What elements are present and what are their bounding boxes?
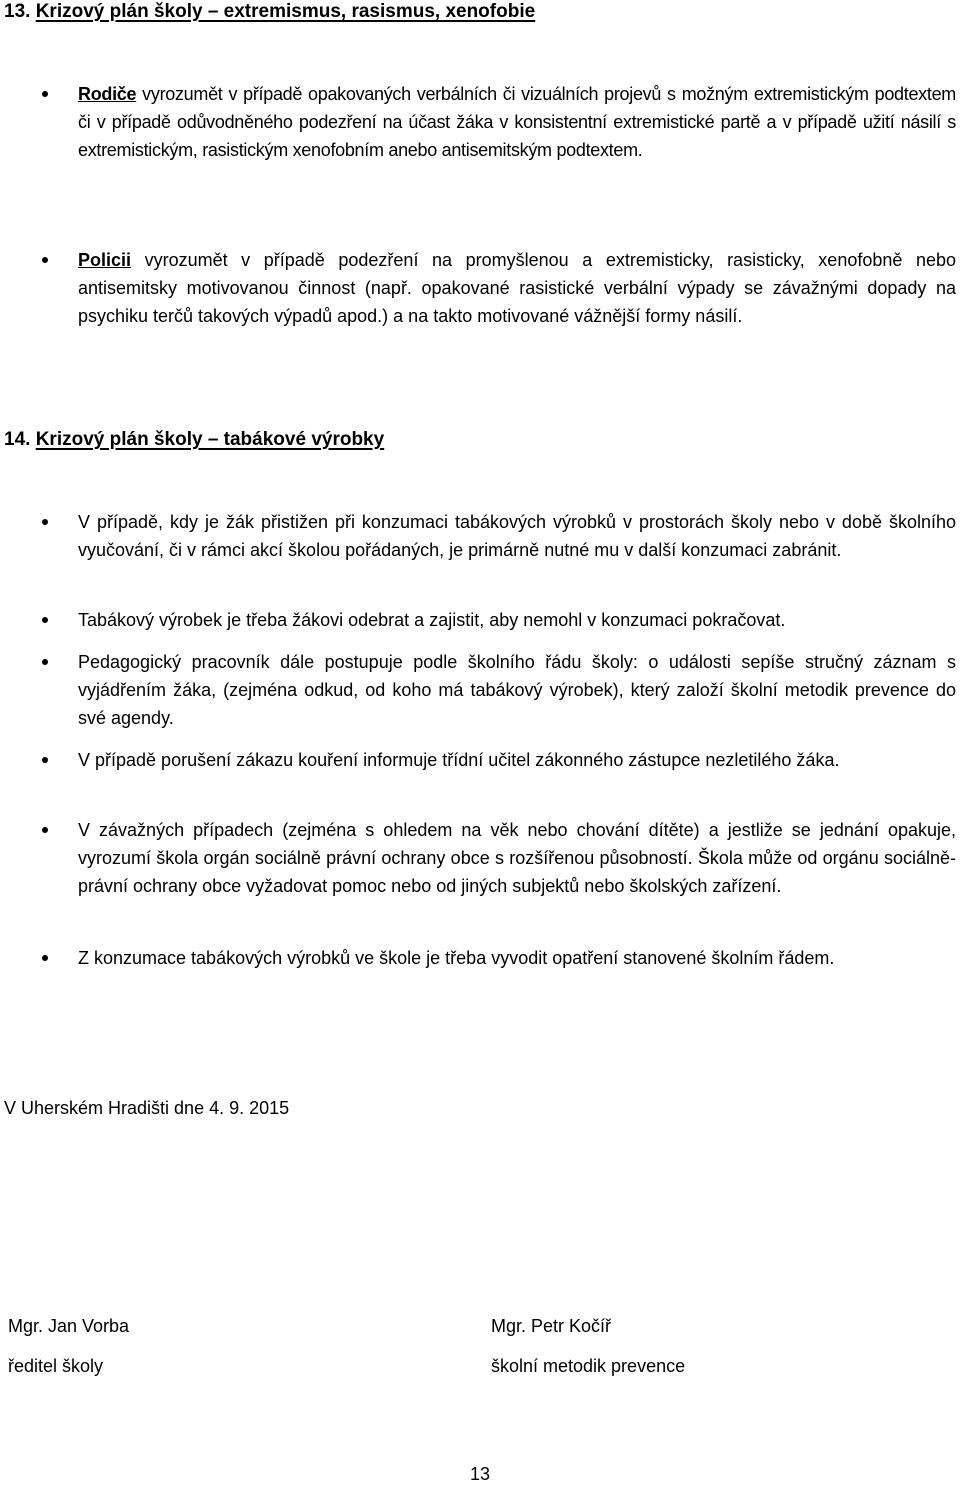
bullet-icon: [42, 617, 48, 623]
section-13-item-police: [78, 246, 956, 330]
item-text: V případě, kdy je žák přistižen při konzumaci tabákových výrobků v prostorách školy nebo v době školního vyučování, či v rámci akcí školou pořádaných, je primárně nutné mu v další konzumaci zabránit.: [78, 512, 956, 560]
bullet-icon: [42, 257, 48, 263]
section-14-item: [78, 816, 956, 900]
place-date: V Uherském Hradišti dne 4. 9. 2015: [4, 1098, 290, 1118]
item-text: Tabákový výrobek je třeba žákovi odebrat a zajistit, aby nemohl v konzumaci pokračovat.: [78, 610, 786, 630]
section-13-number: 13.: [4, 1, 31, 22]
item-text: vyrozumět v případě opakovaných verbálních či vizuálních projevů s možným extremistickým podtextem či v případě odůvodněného podezření na účast žáka v konsistentní extremistické partě a v případě užití násilí s extremistickým, rasistickým xenofobním anebo antisemitským podtextem.: [78, 84, 956, 160]
bullet-icon: [42, 827, 48, 833]
section-14-item: [78, 746, 956, 774]
item-text: V případě porušení zákazu kouření informuje třídní učitel zákonného zástupce nezletilého žáka.: [78, 750, 840, 770]
section-14-item: [78, 944, 956, 972]
section-13-title: Krizový plán školy – extremismus, rasismus, xenofobie: [35, 1, 536, 22]
section-14-item: [78, 606, 956, 634]
page-number: 13: [469, 1464, 491, 1484]
section-13-item-parents: [78, 80, 956, 164]
signature-role: školní metodik prevence: [491, 1356, 686, 1376]
bullet-icon: [42, 519, 48, 525]
bullet-icon: [42, 757, 48, 763]
signature-name: Mgr. Jan Vorba: [8, 1316, 130, 1336]
section-13-heading: [4, 0, 535, 24]
item-lead: Rodiče: [78, 84, 137, 104]
section-14-title: Krizový plán školy – tabákové výrobky: [35, 429, 385, 450]
bullet-icon: [42, 91, 48, 97]
section-14-heading: [4, 428, 384, 452]
bullet-icon: [42, 659, 48, 665]
item-text: Pedagogický pracovník dále postupuje podle školního řádu školy: o události sepíše stručný záznam s vyjádřením žáka, (zejména odkud, od koho má tabákový výrobek), který založí školní metodik prevence do své agendy.: [78, 652, 956, 728]
section-14-number: 14.: [4, 429, 31, 450]
section-14-item: [78, 648, 956, 732]
signature-role: ředitel školy: [8, 1356, 104, 1376]
item-lead: Policii: [78, 250, 132, 270]
item-text: Z konzumace tabákových výrobků ve škole je třeba vyvodit opatření stanovené školním řádem.: [78, 948, 835, 968]
section-14-item: [78, 508, 956, 564]
signature-name: Mgr. Petr Kočíř: [491, 1316, 612, 1336]
item-text: vyrozumět v případě podezření na promyšlenou a extremisticky, rasisticky, xenofobně nebo antisemitsky motivovanou činnost (např. opakované rasistické verbální výpady se závažnými dopady na psychiku terčů takových výpadů apod.) a na takto motivované vážnější formy násilí.: [78, 250, 956, 326]
item-text: V závažných případech (zejména s ohledem na věk nebo chování dítěte) a jestliže se jednání opakuje, vyrozumí škola orgán sociálně právní ochrany obce s rozšířenou působností. Škola může od orgánu sociálně-právní ochrany obce vyžadovat pomoc nebo od jiných subjektů nebo školských zařízení.: [78, 820, 956, 896]
bullet-icon: [42, 955, 48, 961]
